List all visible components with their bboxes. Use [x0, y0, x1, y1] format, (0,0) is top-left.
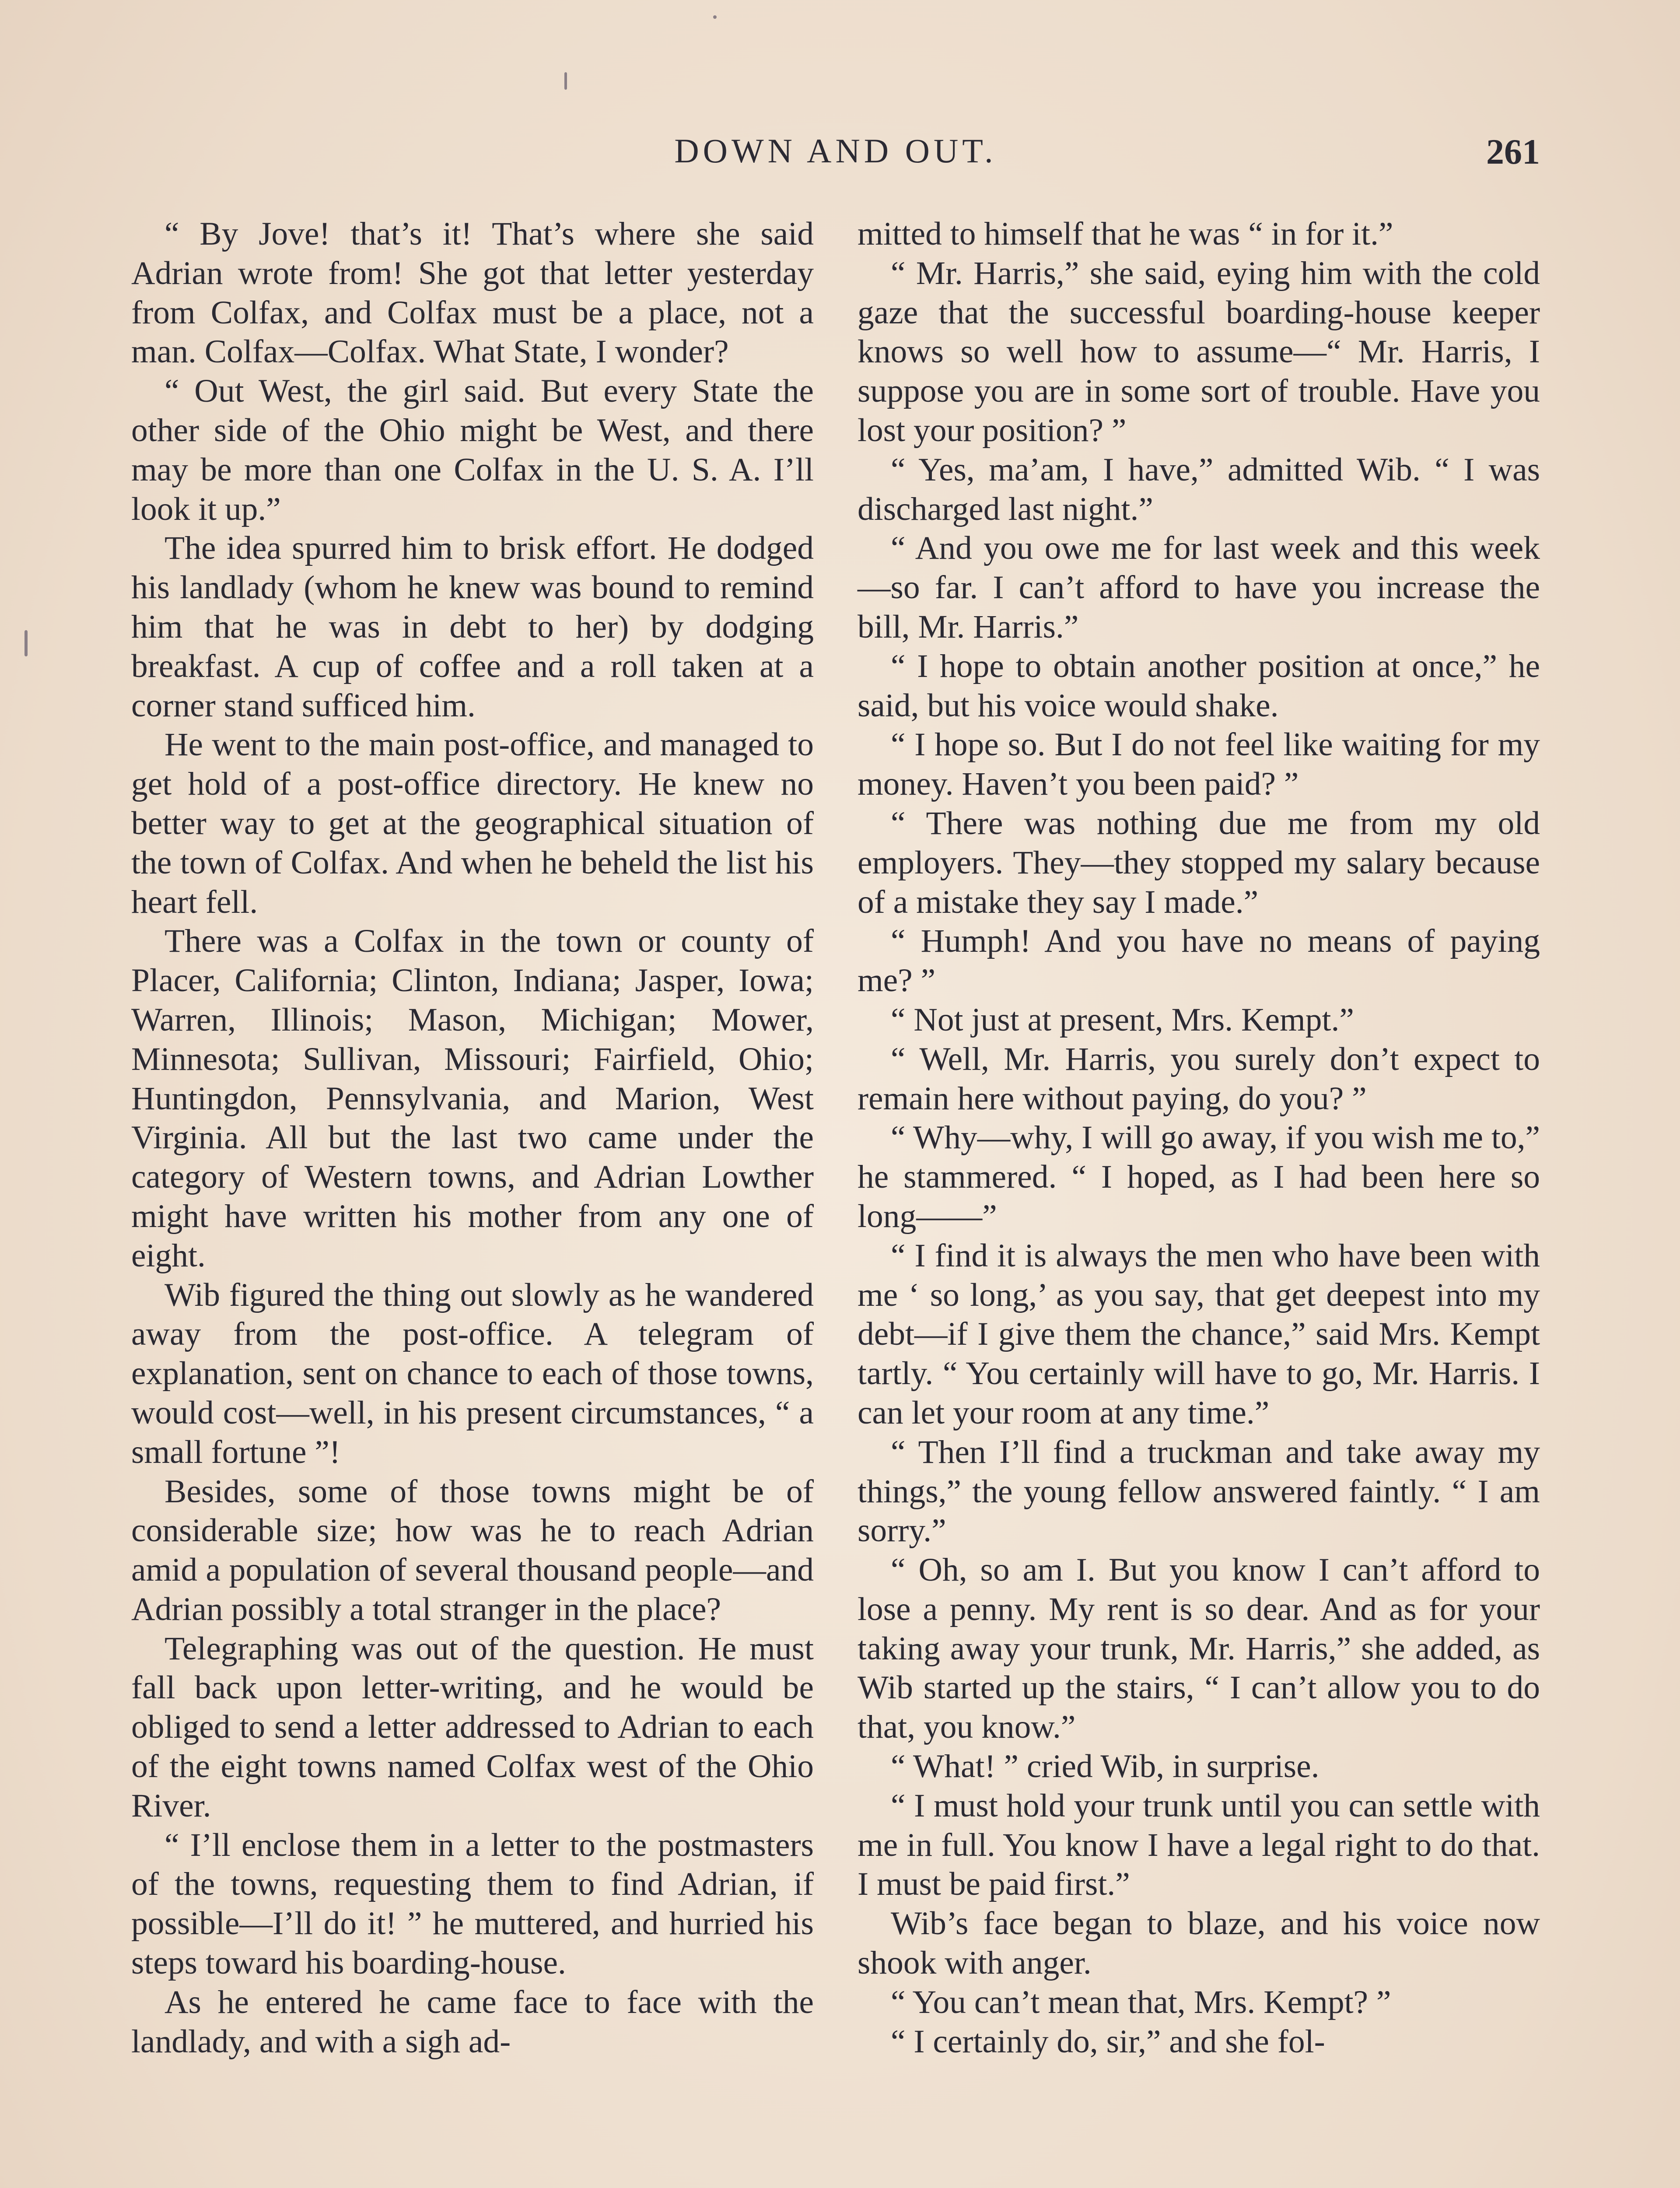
paragraph: The idea spurred him to brisk effort. He dodged his landlady (whom he knew was bound to remind him that he was in debt to her) by dodging breakfast. A cup of coffee and a roll taken at a corner stand sufficed him. [131, 530, 814, 724]
paragraph: “ Out West, the girl said. But every State the other side of the Ohio might be West, and there may be more than one Colfax in the U. S. A. I’ll look it up.” [131, 373, 814, 527]
paragraph: “ I’ll enclose them in a letter to the postmasters of the towns, requesting them to find Adrian, if possible—I’ll do it! ” he muttered, and hurried his steps toward his boarding-house. [131, 1827, 814, 1981]
paragraph: “ Mr. Harris,” she said, eying him with the cold gaze that the successful boarding-house keeper knows so well how to assume—“ Mr. Harris, I suppose you are in some sort of trouble. Have you lost your position? ” [858, 255, 1540, 449]
paragraph: “ By Jove! that’s it! That’s where she said Adrian wrote from! She got that letter yesterday from Colfax, and Colfax must be a place, not a man. Colfax—Colfax. What State, I wonder? [131, 216, 814, 370]
page-header [131, 131, 1540, 184]
paragraph: “ I certainly do, sir,” and she fol- [891, 2023, 1325, 2060]
paragraph: He went to the main post-office, and managed to get hold of a post-office directory. He knew no better way to get at the geographical situation of the town of Colfax. And when he beheld the list his heart fell. [131, 726, 814, 920]
paragraph: Wib figured the thing out slowly as he wandered away from the post-office. A telegram of explanation, sent on chance to each of those towns, would cost—well, in his present circumstances, “ a small fortune ”! [131, 1276, 814, 1470]
paper-speck [24, 630, 28, 656]
paragraph: “ Not just at present, Mrs. Kempt.” [891, 1001, 1354, 1038]
paragraph: “ Then I’ll find a truckman and take away my things,” the young fellow answered faintly. “ I am sorry.” [858, 1434, 1540, 1549]
paragraph-continued: mitted to himself that he was “ in for it.” [858, 216, 1393, 252]
paper-speck [713, 15, 717, 19]
paragraph: “ I must hold your trunk until you can settle with me in full. You know I have a legal right to do that. I must be paid first.” [858, 1787, 1540, 1903]
page-number: 261 [1486, 132, 1540, 172]
paragraph: Telegraphing was out of the question. He must fall back upon letter-writing, and he would be obliged to send a letter addressed to Adrian to each of the eight towns named Colfax west of the Ohio River. [131, 1630, 814, 1824]
paragraph: “ Well, Mr. Harris, you surely don’t expect to remain here without paying, do you? ” [858, 1041, 1540, 1117]
paper-speck [564, 72, 567, 90]
paragraph: There was a Colfax in the town or county of Placer, California; Clinton, Indiana; Jasper, Iowa; Warren, Illinois; Mason, Michigan; Mower, Minnesota; Sullivan, Missouri; Fairfield, Ohio; Huntingdon, Pennsylvania, and Marion, West Virginia. All but the last two came under the category of Western towns, and Adrian Lowther might have written his mother from any one of eight. [131, 923, 814, 1274]
paragraph: As he entered he came face to face with the landlady, and with a sigh ad- [131, 1984, 814, 2060]
paragraph: “ Yes, ma’am, I have,” admitted Wib. “ I was discharged last night.” [858, 451, 1540, 527]
paragraph: “ I find it is always the men who have been with me ‘ so long,’ as you say, that get deepest into my debt—if I give them the chance,” said Mrs. Kempt tartly. “ You certainly will have to go, Mr. Harris. I can let your room at any time.” [858, 1237, 1540, 1431]
left-column [131, 214, 814, 2061]
paragraph: “ What! ” cried Wib, in surprise. [891, 1748, 1320, 1785]
paragraph: “ Oh, so am I. But you know I can’t afford to lose a penny. My rent is so dear. And as for your taking away your trunk, Mr. Harris,” she added, as Wib started up the stairs, “ I can’t allow you to do that, you know.” [858, 1552, 1540, 1746]
paragraph: “ Humph! And you have no means of paying me? ” [858, 923, 1540, 999]
paragraph: “ I hope to obtain another position at once,” he said, but his voice would shake. [858, 648, 1540, 724]
paragraph: “ Why—why, I will go away, if you wish me to,” he stammered. “ I hoped, as I had been here so long——” [858, 1119, 1540, 1234]
paragraph: “ There was nothing due me from my old employers. They—they stopped my salary because of a mistake they say I made.” [858, 805, 1540, 920]
paragraph: Besides, some of those towns might be of considerable size; how was he to reach Adrian amid a population of several thousand people—and Adrian possibly a total stranger in the place? [131, 1473, 814, 1627]
running-head: DOWN AND OUT. [674, 132, 997, 170]
paragraph: “ I hope so. But I do not feel like waiting for my money. Haven’t you been paid? ” [858, 726, 1540, 803]
paragraph: “ You can’t mean that, Mrs. Kempt? ” [891, 1984, 1391, 2020]
right-column [858, 214, 1540, 2061]
paragraph: Wib’s face began to blaze, and his voice now shook with anger. [858, 1905, 1540, 1981]
paragraph: “ And you owe me for last week and this week—so far. I can’t afford to have you increase the bill, Mr. Harris.” [858, 530, 1540, 645]
